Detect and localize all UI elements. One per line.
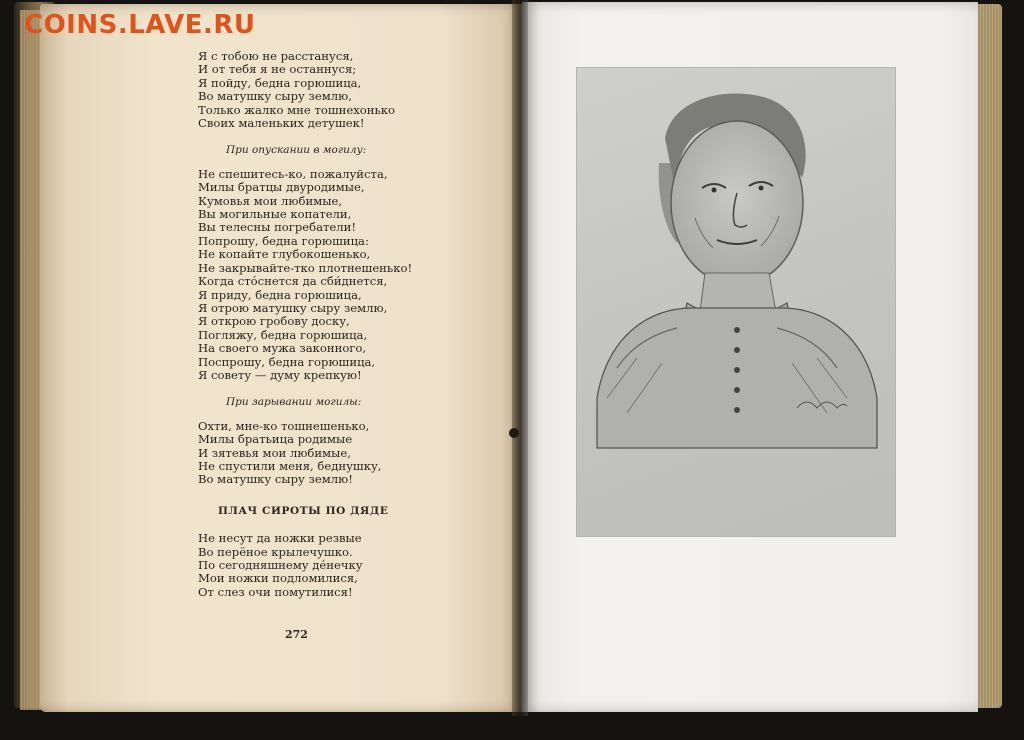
page-stack-right [976,4,1002,708]
verse-line: Я совету — думу крепкую! [198,367,362,382]
verse-line: Во матушку сыру землю! [198,472,353,487]
verse-line: Попрошу, бедна горюшица: [198,233,369,248]
verse-line: Я отрою матушку сыру землю, [198,300,388,315]
verse-line: Я с тобою не расстануся, [198,49,354,63]
verse-line: Своих маленьких детушек! [198,116,365,131]
verse-line: На своего мужа законного, [198,341,367,356]
verse-line: Не копайте глубокошенько, [198,247,371,262]
verse-line: Вы могильные копатели, [198,207,352,222]
binding-hole [509,428,519,438]
poem-text [198,50,438,599]
portrait-sketch-icon [577,68,895,536]
verse-line: Вы телесны погребатели! [198,220,357,235]
verse-line: Погляжу, бедна горюшица, [198,327,368,342]
verse-line: Во перёное крылечушко. [198,544,353,559]
section-heading-lowering: При опускании в могилу: [226,144,367,157]
verse-line: Я пойду, бедна горюшица, [198,75,362,90]
portrait-illustration [576,67,896,537]
stanza-1 [198,50,438,130]
verse-line: Не спустили меня, беднушку, [198,458,382,473]
verse-line: Когда стóснется да сби́днется, [198,274,388,289]
stanza-3 [198,420,438,487]
poem-title: ПЛАЧ СИРОТЫ ПО ДЯДЕ [218,504,389,517]
verse-line: Мои ножки подломилися, [198,571,358,586]
stanza-4 [198,532,438,599]
verse-line: И от тебя я не останнуся; [198,62,357,77]
verse-line: Не закрывайте-тко плотнешенько! [198,260,413,275]
verse-line: Не несут да ножки резвые [198,531,362,546]
verse-line: Кумовья мои любимые, [198,193,342,208]
verse-line: Милы братцы двуродимые, [198,180,365,195]
verse-line: Только жалко мне тошнехонько [198,102,395,117]
verse-line: Я открою гробову доску, [198,314,350,329]
stanza-2 [198,168,438,383]
verse-line: Милы братьица родимые [198,432,353,447]
verse-line: Охти, мне-ко тошнешенько, [198,418,370,433]
verse-line: Во матушку сыру землю, [198,89,352,104]
page-number: 272 [285,628,308,641]
watermark: COINS.LAVE.RU [24,10,256,40]
verse-line: По сегодняшнему дéнечку [198,558,363,572]
section-heading-burial: При зарывании могилы: [226,396,362,409]
verse-line: От слез очи помутилися! [198,584,353,599]
verse-line: И зятевья мои любимые, [198,445,351,460]
book-gutter [512,0,528,716]
verse-line: Поспрошу, бедна горюшица, [198,354,376,369]
verse-line: Не спешитесь-ко, пожалуйста, [198,166,388,181]
verse-line: Я приду, бедна горюшица, [198,287,362,302]
